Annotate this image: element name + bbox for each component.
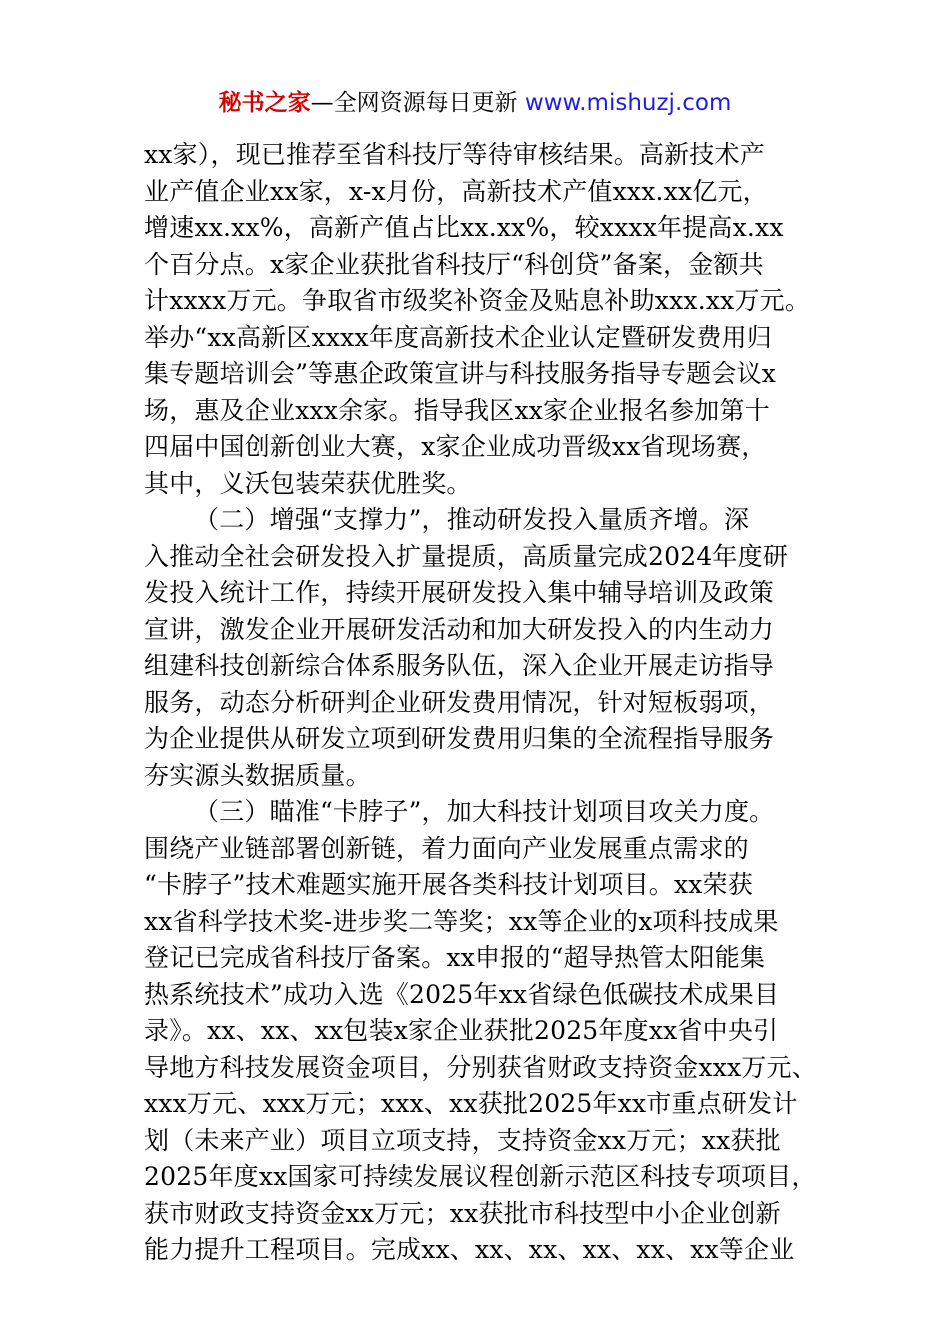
text-line: 宣讲，激发企业开展研发活动和加大研发投入的内生动力 [144,614,775,644]
text-line: 划（未来产业）项目立项支持，支持资金xx万元；xx获批 [144,1125,781,1155]
site-brand: 秘书之家 [218,90,311,116]
text-line: 发投入统计工作，持续开展研发投入集中辅导培训及政策 [144,578,775,607]
text-line: 为企业提供从研发立项到研发费用归集的全流程指导服务 [144,724,775,753]
text-line: 能力提升工程项目。完成xx、xx、xx、xx、xx、xx等企业 [144,1235,795,1264]
text-line: xx家），现已推荐至省科技厅等待审核结果。高新技术产 [144,140,765,169]
text-line: “卡脖子”技术难题实施开展各类科技计划项目。xx荣获 [144,870,753,899]
site-url-link[interactable]: www.mishuzj.com [524,90,732,116]
text-line: 热系统技术”成功入选《2025年xx省绿色低碳技术成果目 [144,979,780,1009]
section-heading-line: （三）瞄准“卡脖子”，加大科技计划项目攻关力度。 [194,797,775,826]
text-line: 场，惠及企业xxx余家。指导我区xx家企业报名参加第十 [144,395,770,425]
document-body [144,137,824,1269]
text-line: 夯实源头数据质量。 [144,760,371,790]
text-line: 围绕产业链部署创新链，着力面向产业发展重点需求的 [144,833,749,863]
text-line: 个百分点。x家企业获批省科技厅“科创贷”备案，金额共 [144,249,764,279]
section-heading-line: （二）增强“支撑力”，推动研发投入量质齐增。深 [194,505,750,534]
text-line: 增速xx.xx%，高新产值占比xx.xx%，较xxxx年提高x.xx [144,213,784,242]
text-line: 2025年度xx国家可持续发展议程创新示范区科技专项项目， [144,1162,817,1191]
text-line: 其中，义沃包装荣获优胜奖。 [144,468,472,498]
text-line: xx省科学技术奖-进步奖二等奖；xx等企业的x项科技成果 [144,906,779,936]
site-header [0,86,950,120]
site-tagline: —全网资源每日更新 [310,90,525,116]
text-line: 计xxxx万元。争取省市级奖补资金及贴息补助xxx.xx万元。 [144,286,811,315]
text-line: 登记已完成省科技厅备案。xx申报的“超导热管太阳能集 [144,943,766,972]
text-line: 录》。xx、xx、xx包装x家企业获批2025年度xx省中央引 [144,1016,779,1045]
text-line: 服务，动态分析研判企业研发费用情况，针对短板弱项， [144,687,775,717]
text-line: xxx万元、xxx万元；xxx、xx获批2025年xx市重点研发计 [144,1089,798,1118]
text-line: 集专题培训会”等惠企政策宣讲与科技服务指导专题会议x [144,359,777,388]
text-line: 入推动全社会研发投入扩量提质，高质量完成2024年度研 [144,541,789,571]
text-line: 获市财政支持资金xx万元；xx获批市科技型中小企业创新 [144,1198,781,1228]
text-line: 举办“xx高新区xxxx年度高新技术企业认定暨研发费用归 [144,322,772,352]
text-line: 业产值企业xx家，x-x月份，高新技术产值xxx.xx亿元， [144,176,768,206]
text-line: 导地方科技发展资金项目，分别获省财政支持资金xxx万元、 [144,1052,817,1082]
text-line: 四届中国创新创业大赛，x家企业成功晋级xx省现场赛， [144,432,767,461]
text-line: 组建科技创新综合体系服务队伍，深入企业开展走访指导 [144,651,775,680]
